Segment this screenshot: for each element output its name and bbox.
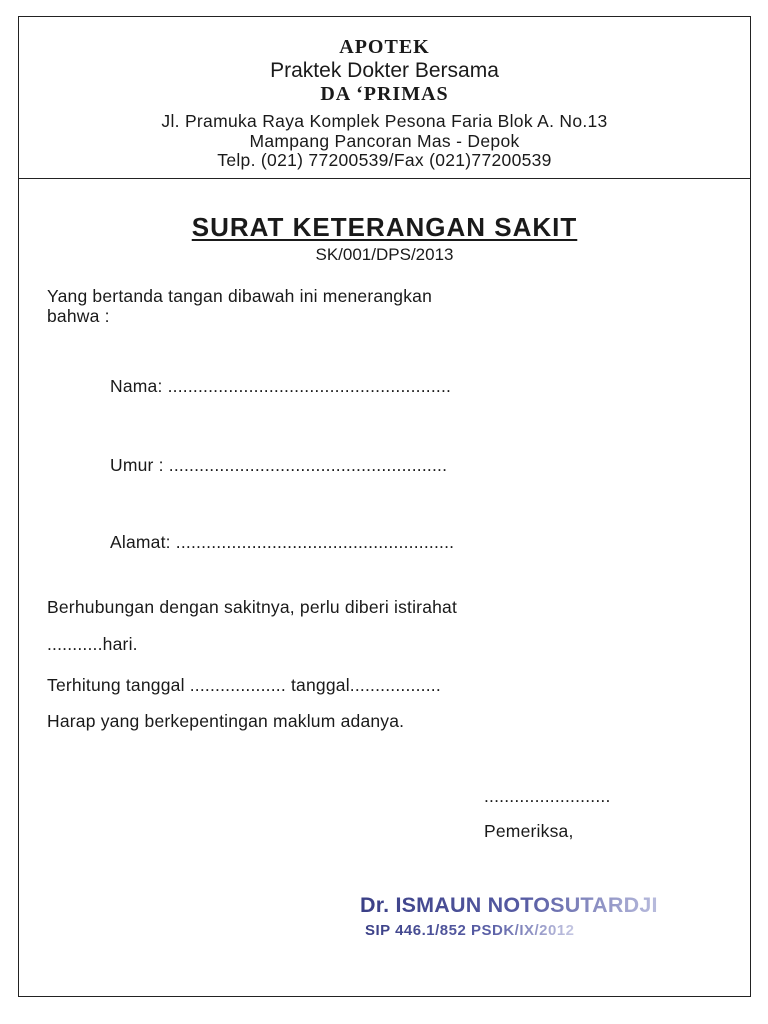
header-divider: [18, 178, 751, 179]
rest-statement: Berhubungan dengan sakitnya, perlu diberi istirahat: [47, 597, 458, 617]
practice-name: Praktek Dokter Bersama: [270, 59, 499, 82]
clinic-name: DA ‘PRIMAS: [320, 83, 449, 105]
pharmacy-label: APOTEK: [339, 36, 430, 58]
field-umur: Umur : .......................................................: [110, 455, 448, 475]
closing-statement: Harap yang berkepentingan maklum adanya.: [47, 711, 405, 731]
doctor-name: Dr. ISMAUN NOTOSUTARDJI: [360, 893, 658, 917]
address-line-1: Jl. Pramuka Raya Komplek Pesona Faria Blok A. No.13: [161, 111, 608, 131]
document-title-wrap: [18, 212, 751, 243]
intro-text: Yang bertanda tangan dibawah ini menerangkan bahwa :: [47, 286, 433, 326]
field-alamat: Alamat: .......................................................: [110, 532, 455, 552]
field-nama: Nama: ........................................................: [110, 376, 452, 396]
signature-line: .........................: [484, 786, 611, 806]
document-number: SK/001/DPS/2013: [315, 245, 454, 264]
date-range: Terhitung tanggal ................... tanggal..................: [47, 675, 441, 695]
phone-fax: Telp. (021) 77200539/Fax (021)77200539: [217, 150, 552, 170]
doctor-sip: SIP 446.1/852 PSDK/IX/2012: [365, 922, 575, 939]
document-title: SURAT KETERANGAN SAKIT: [191, 212, 578, 242]
address-line-2: Mampang Pancoran Mas - Depok: [249, 131, 520, 151]
rest-days: ...........hari.: [47, 634, 138, 654]
examiner-label: Pemeriksa,: [484, 821, 574, 841]
